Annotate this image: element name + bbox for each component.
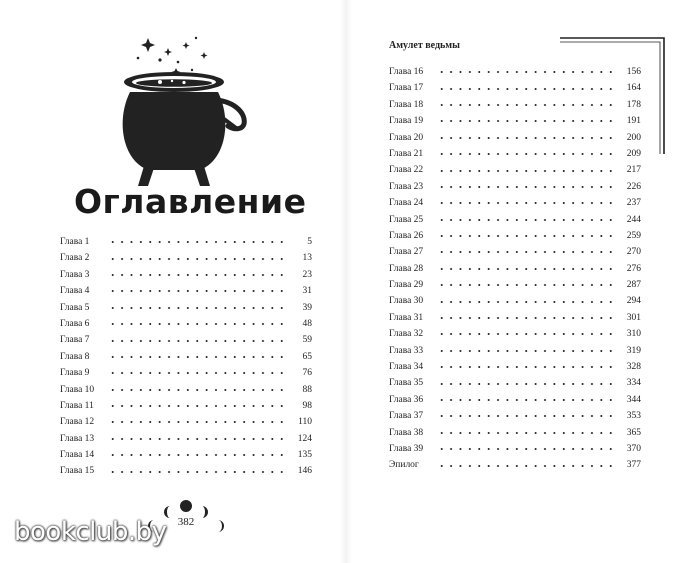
toc-entry-label: Глава 24 — [389, 198, 424, 209]
watermark: bookclub.by — [14, 517, 167, 547]
toc-leader-dots — [108, 421, 288, 423]
toc-leader-dots — [437, 366, 617, 368]
toc-entry — [60, 349, 312, 365]
toc-entry-page: 191 — [626, 116, 641, 127]
toc-leader-dots — [437, 251, 617, 253]
toc-entry-page: 65 — [302, 351, 312, 362]
toc-leader-dots — [437, 465, 617, 467]
toc-entry-label: Глава 33 — [389, 345, 424, 356]
toc-entry-page: 377 — [626, 460, 641, 471]
toc-entry-label: Глава 12 — [60, 417, 95, 428]
toc-entry-page: 310 — [626, 329, 641, 340]
toc-entry-page: 124 — [297, 433, 312, 444]
toc-left-list — [60, 234, 312, 480]
toc-entry — [389, 277, 641, 293]
toc-entry-label: Глава 2 — [60, 253, 90, 264]
toc-entry-page: 23 — [302, 269, 312, 280]
toc-entry-label: Глава 6 — [60, 318, 90, 329]
toc-entry-page: 328 — [626, 362, 641, 373]
page-gutter — [340, 0, 352, 563]
toc-entry-label: Глава 8 — [60, 351, 90, 362]
toc-leader-dots — [437, 153, 617, 155]
toc-entry-page: 48 — [302, 318, 312, 329]
toc-entry-label: Глава 26 — [389, 230, 424, 241]
toc-entry-label: Глава 23 — [389, 181, 424, 192]
toc-entry-page: 110 — [298, 417, 312, 428]
toc-leader-dots — [108, 405, 288, 407]
toc-entry-page: 178 — [626, 99, 641, 110]
cauldron-icon — [108, 30, 258, 190]
toc-entry — [389, 162, 641, 178]
toc-leader-dots — [437, 432, 617, 434]
toc-entry — [389, 97, 641, 113]
toc-entry-label: Глава 27 — [389, 247, 424, 258]
page-number: 382 — [177, 516, 195, 528]
toc-entry — [60, 234, 312, 250]
toc-entry-page: 276 — [626, 263, 641, 274]
toc-entry — [60, 283, 312, 299]
toc-entry-page: 370 — [626, 443, 641, 454]
toc-entry-label: Глава 36 — [389, 394, 424, 405]
toc-entry — [389, 343, 641, 359]
toc-entry-label: Глава 22 — [389, 165, 424, 176]
toc-entry-page: 244 — [626, 214, 641, 225]
toc-entry-page: 13 — [302, 253, 312, 264]
toc-entry-label: Глава 38 — [389, 427, 424, 438]
toc-entry-label: Эпилог — [389, 460, 419, 471]
toc-entry — [389, 212, 641, 228]
toc-entry-page: 259 — [626, 230, 641, 241]
toc-entry-page: 146 — [297, 466, 312, 477]
toc-leader-dots — [437, 219, 617, 221]
toc-right-list — [389, 64, 641, 474]
toc-entry-page: 353 — [626, 411, 641, 422]
toc-entry — [389, 359, 641, 375]
toc-entry-page: 156 — [626, 67, 641, 77]
toc-entry — [60, 382, 312, 398]
toc-entry-label: Глава 32 — [389, 329, 424, 340]
toc-leader-dots — [437, 71, 617, 73]
toc-entry-label: Глава 16 — [389, 67, 424, 77]
toc-leader-dots — [437, 268, 617, 270]
toc-entry — [60, 463, 312, 479]
toc-entry-page: 59 — [302, 335, 312, 346]
toc-entry-page: 237 — [626, 198, 641, 209]
toc-leader-dots — [108, 290, 288, 292]
toc-entry — [389, 425, 641, 441]
toc-entry — [60, 414, 312, 430]
toc-leader-dots — [437, 235, 617, 237]
toc-leader-dots — [437, 350, 617, 352]
toc-entry-label: Глава 11 — [60, 400, 94, 411]
toc-entry-page: 39 — [302, 302, 312, 313]
toc-entry — [389, 244, 641, 260]
toc-entry-label: Глава 29 — [389, 280, 424, 291]
toc-entry-label: Глава 28 — [389, 263, 424, 274]
toc-entry-label: Глава 7 — [60, 335, 90, 346]
toc-leader-dots — [437, 104, 617, 106]
toc-leader-dots — [108, 323, 288, 325]
toc-title: Оглавление — [74, 182, 307, 221]
toc-entry-label: Глава 39 — [389, 443, 424, 454]
toc-leader-dots — [437, 383, 617, 385]
toc-entry — [389, 326, 641, 342]
toc-entry-page: 319 — [626, 345, 641, 356]
toc-entry — [389, 457, 641, 473]
toc-entry — [389, 408, 641, 424]
toc-leader-dots — [437, 301, 617, 303]
toc-entry — [60, 316, 312, 332]
toc-entry-label: Глава 31 — [389, 312, 424, 323]
toc-leader-dots — [108, 438, 288, 440]
toc-leader-dots — [108, 241, 288, 243]
toc-entry-page: 98 — [302, 400, 312, 411]
toc-entry-page: 31 — [302, 286, 312, 297]
toc-leader-dots — [437, 415, 617, 417]
toc-entry — [389, 392, 641, 408]
toc-leader-dots — [437, 284, 617, 286]
toc-leader-dots — [108, 307, 288, 309]
toc-leader-dots — [437, 333, 617, 335]
toc-leader-dots — [437, 88, 617, 90]
toc-entry-page: 209 — [626, 148, 641, 159]
toc-entry — [389, 441, 641, 457]
toc-entry-page: 365 — [626, 427, 641, 438]
toc-entry-label: Глава 10 — [60, 384, 95, 395]
toc-entry-label: Глава 9 — [60, 368, 90, 379]
toc-entry — [389, 293, 641, 309]
toc-entry-label: Глава 5 — [60, 302, 90, 313]
toc-entry — [389, 228, 641, 244]
toc-entry-page: 200 — [626, 132, 641, 143]
toc-entry — [389, 130, 641, 146]
toc-leader-dots — [437, 186, 617, 188]
toc-leader-dots — [437, 399, 617, 401]
toc-entry-page: 226 — [626, 181, 641, 192]
toc-entry-page: 76 — [302, 368, 312, 379]
toc-leader-dots — [108, 389, 288, 391]
toc-entry-page: 287 — [626, 280, 641, 291]
toc-entry-label: Глава 4 — [60, 286, 90, 297]
toc-entry — [389, 80, 641, 96]
toc-leader-dots — [437, 448, 617, 450]
toc-entry-label: Глава 19 — [389, 116, 424, 127]
toc-leader-dots — [437, 120, 617, 122]
toc-entry-page: 135 — [297, 450, 312, 461]
toc-entry-page: 164 — [626, 83, 641, 94]
toc-entry-label: Глава 3 — [60, 269, 90, 280]
toc-entry-label: Глава 25 — [389, 214, 424, 225]
toc-entry — [389, 195, 641, 211]
toc-entry-label: Глава 18 — [389, 99, 424, 110]
toc-leader-dots — [437, 317, 617, 319]
toc-entry — [60, 300, 312, 316]
toc-leader-dots — [108, 471, 288, 473]
toc-leader-dots — [108, 372, 288, 374]
toc-entry-label: Глава 14 — [60, 450, 95, 461]
toc-entry-label: Глава 17 — [389, 83, 424, 94]
toc-entry-page: 334 — [626, 378, 641, 389]
toc-entry-page: 294 — [626, 296, 641, 307]
toc-entry — [60, 398, 312, 414]
toc-entry — [60, 250, 312, 266]
toc-leader-dots — [108, 340, 288, 342]
toc-entry-page: 301 — [626, 312, 641, 323]
toc-entry-label: Глава 35 — [389, 378, 424, 389]
toc-entry-label: Глава 20 — [389, 132, 424, 143]
toc-entry — [60, 431, 312, 447]
toc-entry — [60, 332, 312, 348]
toc-entry-page: 344 — [626, 394, 641, 405]
toc-entry-label: Глава 30 — [389, 296, 424, 307]
toc-entry — [389, 179, 641, 195]
toc-entry-page: 5 — [307, 237, 312, 247]
toc-leader-dots — [437, 170, 617, 172]
toc-entry-label: Глава 15 — [60, 466, 95, 477]
toc-entry — [60, 365, 312, 381]
toc-entry — [389, 375, 641, 391]
toc-entry — [389, 113, 641, 129]
toc-entry-label: Глава 21 — [389, 148, 424, 159]
toc-entry-page: 217 — [626, 165, 641, 176]
toc-leader-dots — [108, 356, 288, 358]
toc-leader-dots — [108, 454, 288, 456]
toc-entry-label: Глава 1 — [60, 237, 90, 247]
toc-leader-dots — [437, 202, 617, 204]
toc-entry-label: Глава 34 — [389, 362, 424, 373]
toc-entry-label: Глава 37 — [389, 411, 424, 422]
toc-entry — [389, 146, 641, 162]
toc-entry — [389, 310, 641, 326]
toc-leader-dots — [108, 274, 288, 276]
toc-entry-label: Глава 13 — [60, 433, 95, 444]
toc-entry — [389, 64, 641, 80]
toc-entry — [60, 267, 312, 283]
toc-leader-dots — [437, 137, 617, 139]
toc-entry-page: 88 — [302, 384, 312, 395]
section-title: Амулет ведьмы — [389, 40, 460, 51]
toc-entry — [60, 447, 312, 463]
toc-leader-dots — [108, 258, 288, 260]
toc-entry — [389, 261, 641, 277]
toc-entry-page: 270 — [626, 247, 641, 258]
